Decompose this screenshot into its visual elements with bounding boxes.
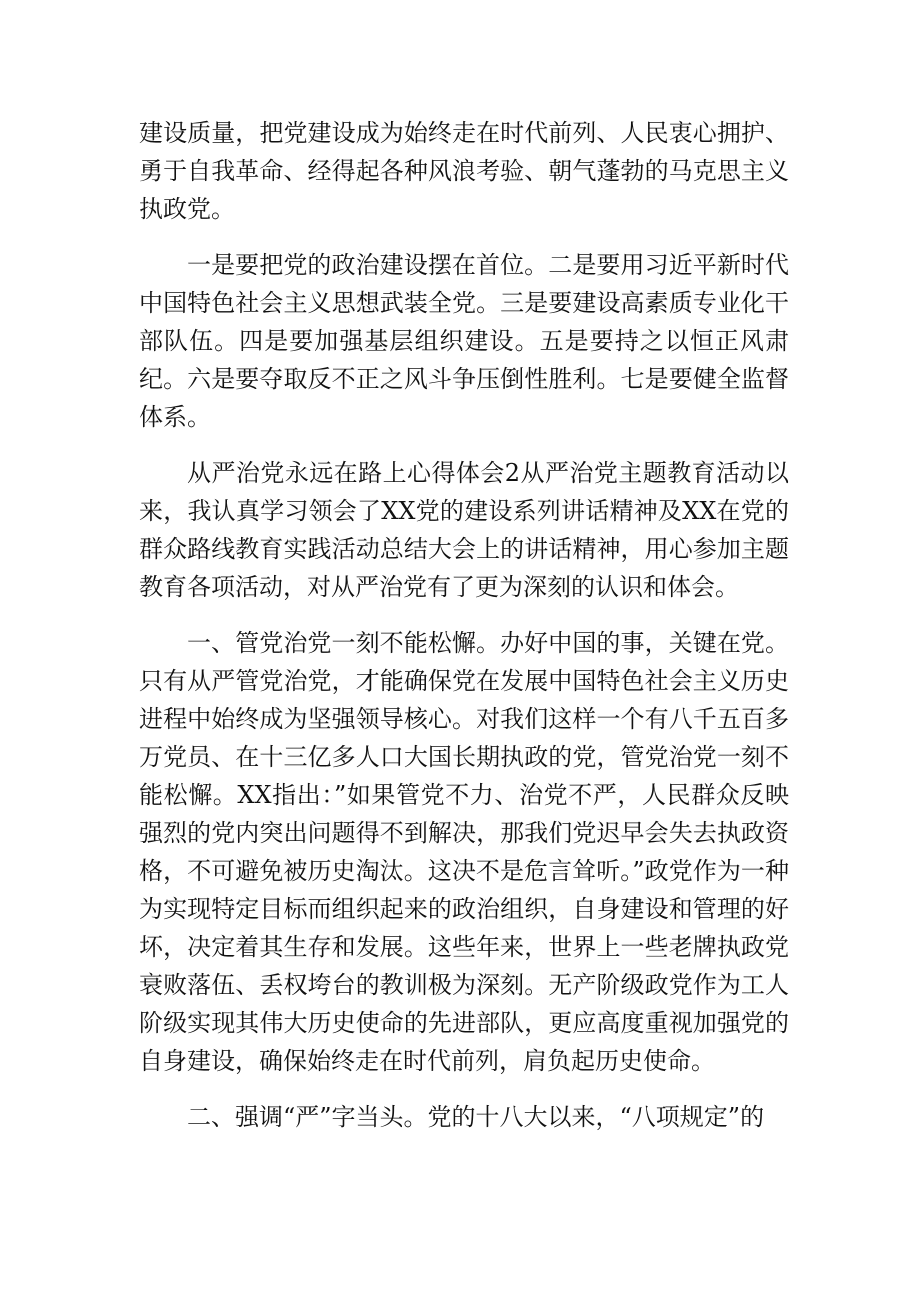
paragraph-3: 从严治党永远在路上心得体会2从严治党主题教育活动以来，我认真学习领会了XX党的建设系列讲话精神及XX在党的群众路线教育实践活动总结大会上的讲话精神，用心参加主题教育各项活动，对从严治党有了更为深刻的认识和体会。 <box>139 459 789 601</box>
paragraph-4: 一、管党治党一刻不能松懈。办好中国的事，关键在党。只有从严管党治党，才能确保党在发展中国特色社会主义历史进程中始终成为坚强领导核心。对我们这样一个有八千五百多万党员、在十三亿多人口大国长期执政的党，管党治党一刻不能松懈。XX指出：”如果管党不力、治党不严，人民群众反映强烈的党内突出问题得不到解决，那我们党迟早会失去执政资格，不可避免被历史淘汰。这决不是危言耸听。”政党作为一种为实现特定目标而组织起来的政治组织，自身建设和管理的好坏，决定着其生存和发展。这些年来，世界上一些老牌执政党衰败落伍、丢权垮台的教训极为深刻。无产阶级政党作为工人阶级实现其伟大历史使命的先进部队，更应高度重视加强党的自身建设，确保始终走在时代前列，肩负起历史使命。 <box>139 629 789 1075</box>
paragraph-5: 二、强调“严”字当头。党的十八大以来，“八项规定”的 <box>187 1103 765 1131</box>
document-body <box>139 114 789 1154</box>
paragraph-1: 建设质量，把党建设成为始终走在时代前列、人民衷心拥护、勇于自我革命、经得起各种风浪考验、朝气蓬勃的马克思主义执政党。 <box>139 119 789 223</box>
paragraph-2: 一是要把党的政治建设摆在首位。二是要用习近平新时代中国特色社会主义思想武装全党。三是要建设高素质专业化干部队伍。四是要加强基层组织建设。五是要持之以恒正风肃纪。六是要夺取反不正之风斗争压倒性胜利。七是要健全监督体系。 <box>139 251 789 431</box>
